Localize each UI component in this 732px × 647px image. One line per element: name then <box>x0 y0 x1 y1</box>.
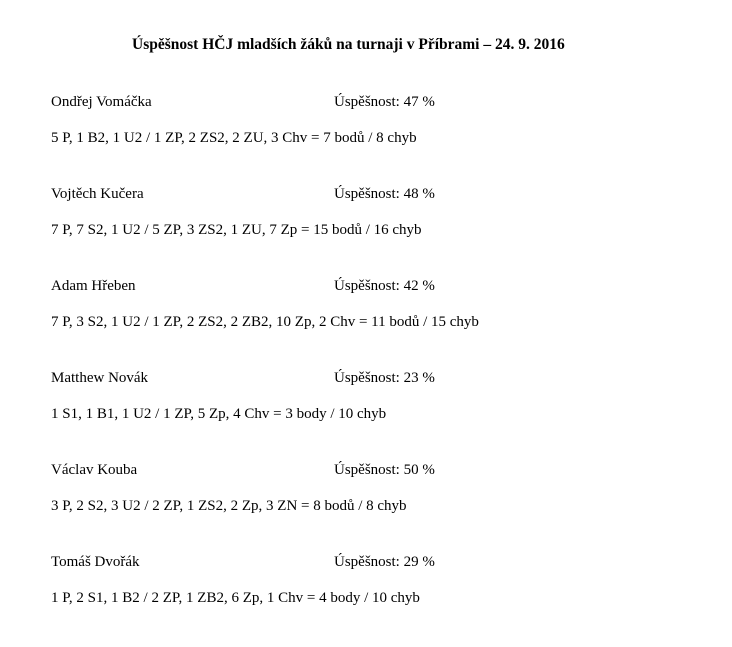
player-stats: 1 S1, 1 B1, 1 U2 / 1 ZP, 5 Zp, 4 Chv = 3 body / 10 chyb <box>51 406 387 422</box>
player-name: Ondřej Vomáčka <box>51 94 152 110</box>
player-success-rate: Úspěšnost: 29 % <box>334 554 435 570</box>
player-name: Václav Kouba <box>51 462 138 478</box>
player-name: Vojtěch Kučera <box>51 186 144 202</box>
player-stats: 1 P, 2 S1, 1 B2 / 2 ZP, 1 ZB2, 6 Zp, 1 Chv = 4 body / 10 chyb <box>51 590 420 606</box>
player-success-rate: Úspěšnost: 47 % <box>334 94 435 110</box>
player-stats: 3 P, 2 S2, 3 U2 / 2 ZP, 1 ZS2, 2 Zp, 3 ZN = 8 bodů / 8 chyb <box>51 498 407 514</box>
player-success-rate: Úspěšnost: 23 % <box>334 370 435 386</box>
player-stats: 7 P, 3 S2, 1 U2 / 1 ZP, 2 ZS2, 2 ZB2, 10 Zp, 2 Chv = 11 bodů / 15 chyb <box>51 314 479 330</box>
document-title: Úspěšnost HČJ mladších žáků na turnaji v Příbrami – 24. 9. 2016 <box>132 36 565 53</box>
player-name: Matthew Novák <box>51 370 149 386</box>
player-stats: 7 P, 7 S2, 1 U2 / 5 ZP, 3 ZS2, 1 ZU, 7 Zp = 15 bodů / 16 chyb <box>51 222 422 238</box>
player-success-rate: Úspěšnost: 42 % <box>334 278 435 294</box>
player-name: Tomáš Dvořák <box>51 554 140 570</box>
player-stats: 5 P, 1 B2, 1 U2 / 1 ZP, 2 ZS2, 2 ZU, 3 Chv = 7 bodů / 8 chyb <box>51 130 417 146</box>
player-success-rate: Úspěšnost: 48 % <box>334 186 435 202</box>
player-name: Adam Hřeben <box>51 278 136 294</box>
player-success-rate: Úspěšnost: 50 % <box>334 462 435 478</box>
